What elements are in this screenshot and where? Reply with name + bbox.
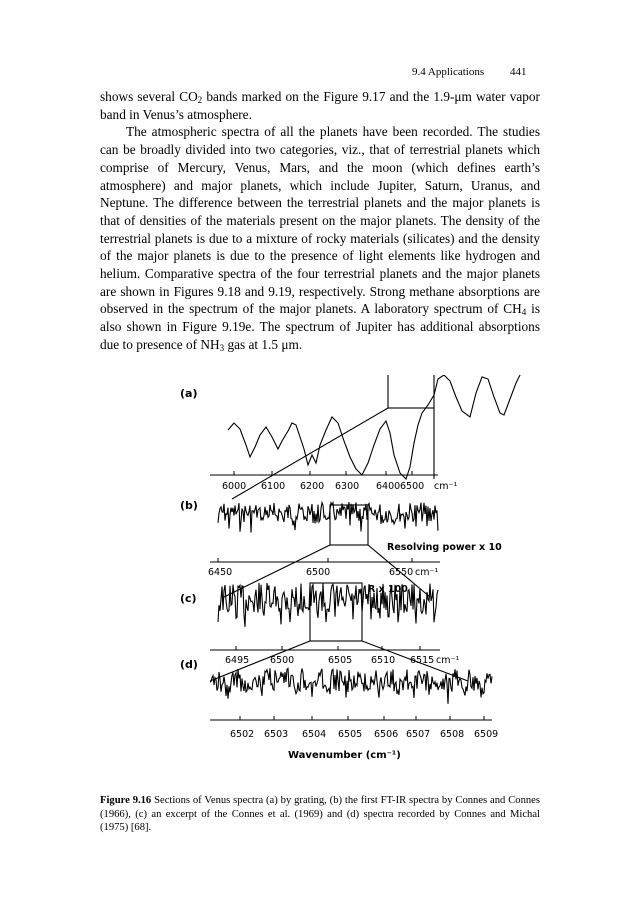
body-text: [100, 88, 540, 354]
tick-label-c-6515: 6515: [410, 655, 435, 666]
tick-label-c-6495: 6495: [225, 655, 250, 666]
tick-label-d-6505: 6505: [338, 729, 363, 740]
tick-label-a-6500: 6500: [400, 481, 425, 492]
tick-label-c-6500: 6500: [270, 655, 295, 666]
resolving-power-note: Resolving power x 10: [387, 542, 502, 553]
paragraph-1: [100, 88, 540, 123]
subscript: 4: [521, 307, 527, 318]
zoom-box-a: [388, 375, 434, 408]
text-run: bands marked on the Figure 9.17 and the 1.9-μm water vapor band in Venus’s atmosphere.: [100, 89, 540, 122]
tick-label-b-6500: 6500: [306, 567, 331, 578]
trace-b: [218, 502, 438, 532]
tick-label-d-6508: 6508: [440, 729, 465, 740]
tick-label-a-6200: 6200: [300, 481, 325, 492]
axis-unit-b: cm⁻¹: [415, 567, 439, 578]
subscript: 3: [219, 342, 225, 353]
page-number: 441: [510, 66, 527, 78]
tick-label-d-6502: 6502: [230, 729, 255, 740]
section-title: 9.4 Applications: [412, 66, 485, 78]
panel-label-a: (a): [180, 387, 198, 400]
tick-label-c-6505: 6505: [328, 655, 353, 666]
tick-label-a-6000: 6000: [222, 481, 247, 492]
tick-label-c-6510: 6510: [371, 655, 396, 666]
tick-label-a-6300: 6300: [335, 481, 360, 492]
paragraph-2: [100, 123, 540, 353]
figure-caption: [100, 794, 540, 835]
tick-label-b-6450: 6450: [208, 567, 233, 578]
tick-label-b-6550: 6550: [389, 567, 414, 578]
tick-label-d-6506: 6506: [374, 729, 399, 740]
tick-label-a-6100: 6100: [261, 481, 286, 492]
tick-label-d-6503: 6503: [264, 729, 289, 740]
caption-label: Figure 9.16: [100, 795, 152, 806]
text-run: is also shown in Figure 9.19e. The spectrum of Jupiter has additional absorptions due to presence of NH: [100, 301, 540, 352]
tick-label-d-6509: 6509: [474, 729, 499, 740]
r-x100-note: R x 100: [368, 584, 408, 595]
text-run: gas at 1.5 μm.: [224, 336, 303, 352]
text-run: shows several CO: [100, 89, 198, 104]
tick-label-a-6400: 6400: [376, 481, 401, 492]
panel-label-c: (c): [180, 592, 197, 605]
text-run: The atmospheric spectra of all the planets have been recorded. The studies can be broadly divided into two categories, viz., that of terrestrial planets which comprise of Mercury, Venus, Mars, and the moon (which defines earth’s atmosphere) and major planets, which include Jupiter, Saturn, Uranus, and Neptune. The difference between the terrestrial planets and the major planets is that of densities of the materials present on the major planets. The density of the terrestrial planets is due to a mixture of rocky materials (silicates) and the density of the major planets is due to the presence of light elements like hydrogen and helium. Comparative spectra of the four terrestrial planets and the major planets are shown in Figures 9.18 and 9.19, respectively. Strong methane absorptions are observed in the spectrum of the major planets. A laboratory spectrum of CH: [100, 124, 540, 317]
tick-label-d-6507: 6507: [406, 729, 431, 740]
axis-unit-a: cm⁻¹: [434, 481, 458, 492]
subscript: 2: [197, 95, 203, 105]
axis-unit-c: cm⁻¹: [436, 655, 460, 666]
panel-label-d: (d): [180, 658, 198, 671]
x-axis-title: Wavenumber (cm⁻¹): [288, 750, 401, 761]
tick-label-d-6504: 6504: [302, 729, 327, 740]
spectra-figure-svg: [100, 375, 540, 775]
caption-text: Sections of Venus spectra (a) by grating, (b) the first FT-IR spectra by Connes and Connes (1966), (c) an excerpt of the Connes et al. (1969) and (d) spectra recorded by Connes and Michal (1975) [68].: [100, 795, 540, 834]
trace-a: [228, 375, 536, 479]
panel-label-b: (b): [180, 499, 198, 512]
spectra-figure: [100, 375, 540, 775]
